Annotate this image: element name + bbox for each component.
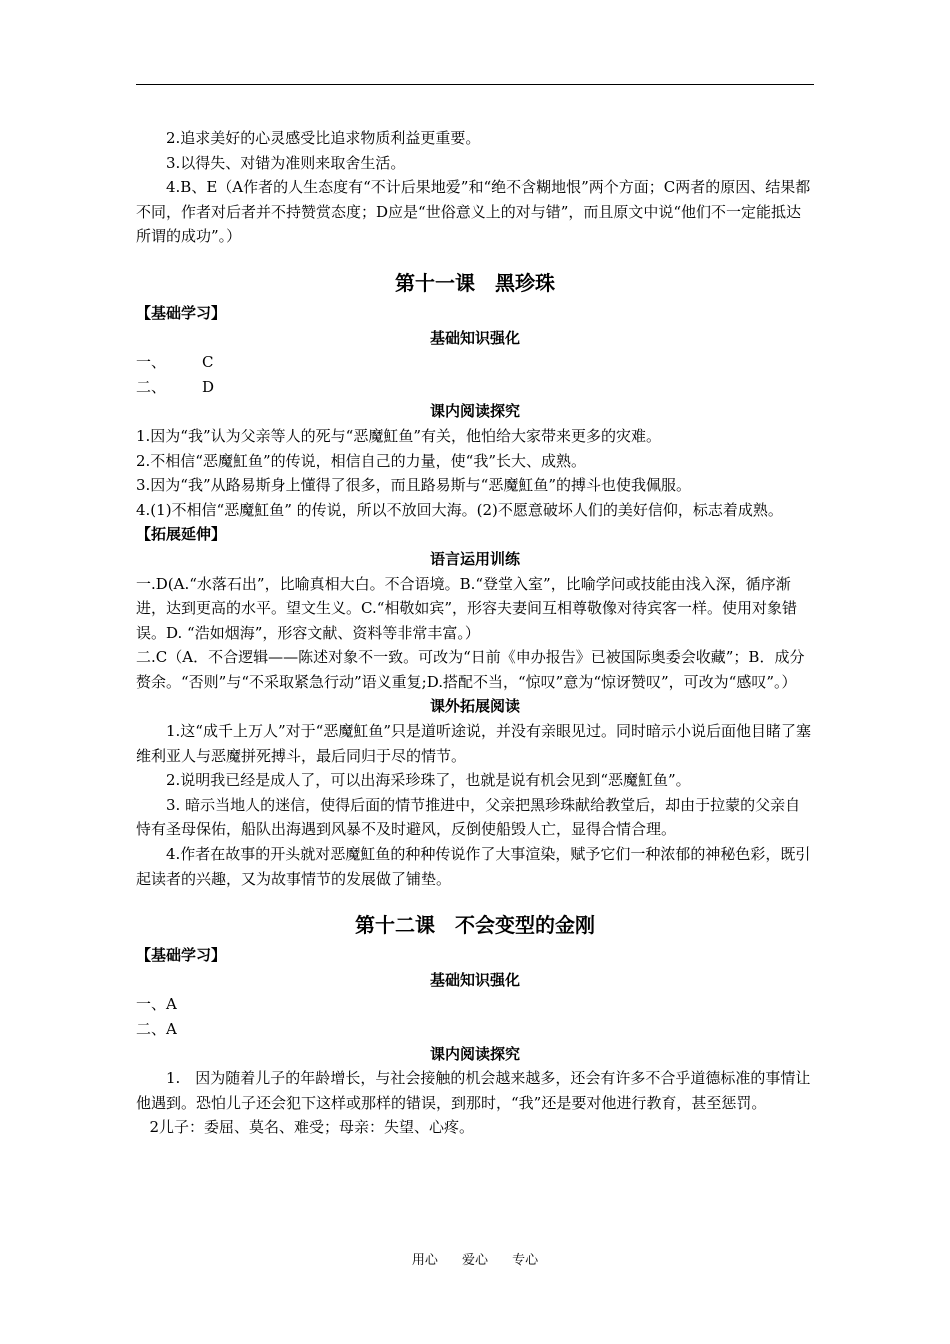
- page-footer: [0, 1249, 950, 1268]
- lesson-11-basic-answer-1: [136, 350, 814, 375]
- lesson-11-extend-label: 【拓展延伸】: [136, 525, 227, 544]
- prev-answer-4: 4.B、E（A作者的人生态度有“不计后果地爱”和“绝不含糊地恨”两个方面；C两者的原因、结果都不同，作者对后者并不持赞赏态度；D应是“世俗意义上的对与错”，而且原文中说“他们不一定能抵达所谓的成功”。）: [136, 178, 811, 246]
- page-content: [136, 126, 814, 1140]
- answer-value: D: [202, 377, 215, 396]
- lesson-12-basic-answer: 一、A: [136, 995, 177, 1014]
- answer-value: C: [202, 353, 214, 372]
- prev-answer-2: 2.追求美好的心灵感受比追求物质利益更重要。: [166, 129, 481, 147]
- lesson-12-reading-item: 2儿子：委屈、莫名、难受；母亲：失望、心疼。: [149, 1118, 475, 1137]
- lesson-11-outside-item: 2.说明我已经是成人了，可以出海采珍珠了，也就是说有机会见到“恶魔魟鱼”。: [166, 771, 691, 790]
- lesson-11-basic-heading: 基础知识强化: [429, 328, 520, 347]
- lesson-12-title: 第十二课 不会变型的金刚: [355, 913, 595, 938]
- lesson-12-basic-label: 【基础学习】: [136, 946, 227, 965]
- lesson-11-reading-item: 2.不相信“恶魔魟鱼”的传说，相信自己的力量，使“我”长大、成熟。: [136, 451, 586, 470]
- lesson-12-reading-heading: 课内阅读探究: [429, 1044, 520, 1063]
- lesson-11-language-item: 一.D(A.“水落石出”，比喻真相大白。不合语境。B.“登堂入室”，比喻学问或技能由浅入深，循序渐进，达到更高的水平。望文生义。C.“相敬如宾”，形容夫妻间互相尊敬像对待宾客一样。使用对象错误。D. “浩如烟海”，形容文献、资料等非常丰富。）: [136, 574, 798, 642]
- prev-answer-3: 3.以得失、对错为准则来取舍生活。: [166, 153, 406, 172]
- lesson-12-basic-heading: 基础知识强化: [429, 970, 520, 989]
- lesson-11-reading-heading: 课内阅读探究: [429, 402, 520, 421]
- header-rule: [136, 84, 814, 85]
- lesson-11-outside-item: 1.这“成千上万人”对于“恶魔魟鱼”只是道听途说，并没有亲眼见过。同时暗示小说后面他目睹了塞维利亚人与恶魔拼死搏斗，最后同归于尽的情节。: [136, 722, 811, 765]
- lesson-12-reading-item: 1. 因为随着儿子的年龄增长，与社会接触的机会越来越多，还会有许多不合乎道德标准的事情让他遇到。恐怕儿子还会犯下这样或那样的错误，到那时，“我”还是要对他进行教育，甚至惩罚。: [136, 1069, 811, 1112]
- lesson-11-title: 第十一课 黑珍珠: [395, 270, 555, 295]
- footer-text: 用心: [411, 1253, 438, 1268]
- lesson-11-outside-item: 4.作者在故事的开头就对恶魔魟鱼的种种传说作了大事渲染，赋予它们一种浓郁的神秘色彩，既引起读者的兴趣，又为故事情节的发展做了铺垫。: [136, 845, 811, 888]
- answer-number: 一、: [136, 353, 167, 372]
- footer-text: 爱心: [461, 1253, 488, 1268]
- footer-text: 专心: [512, 1253, 539, 1268]
- lesson-11-outside-item: 3. 暗示当地人的迷信，使得后面的情节推进中，父亲把黑珍珠献给教堂后，却由于拉蒙的父亲自恃有圣母保佑，船队出海遇到风暴不及时避风，反倒使船毁人亡，显得合情合理。: [136, 795, 801, 839]
- lesson-11-basic-answer-2: [136, 375, 814, 400]
- lesson-11-reading-item: 3.因为“我”从路易斯身上懂得了很多，而且路易斯与“恶魔魟鱼”的搏斗也使我佩服。: [136, 476, 691, 495]
- lesson-11-reading-item: 1.因为“我”认为父亲等人的死与“恶魔魟鱼”有关，他怕给大家带来更多的灾难。: [136, 426, 661, 445]
- lesson-12-basic-answer: 二、A: [136, 1020, 177, 1038]
- lesson-11-basic-label: 【基础学习】: [136, 303, 227, 322]
- answer-number: 二、: [136, 377, 167, 396]
- lesson-11-language-item: 二.C（A．不合逻辑——陈述对象不一致。可改为“日前《申办报告》已被国际奥委会收藏”；B．成分赘余。“否则”与“不采取紧急行动”语义重复;D.搭配不当，“惊叹”意为“惊讶赞叹”，可改为“感叹”。）: [136, 648, 805, 691]
- lesson-11-reading-item: 4.(1)不相信“恶魔魟鱼” 的传说，所以不放回大海。(2)不愿意破坏人们的美好信仰，标志着成熟。: [136, 500, 783, 519]
- lesson-11-language-heading: 语言运用训练: [429, 549, 520, 568]
- lesson-11-outside-heading: 课外拓展阅读: [429, 697, 520, 716]
